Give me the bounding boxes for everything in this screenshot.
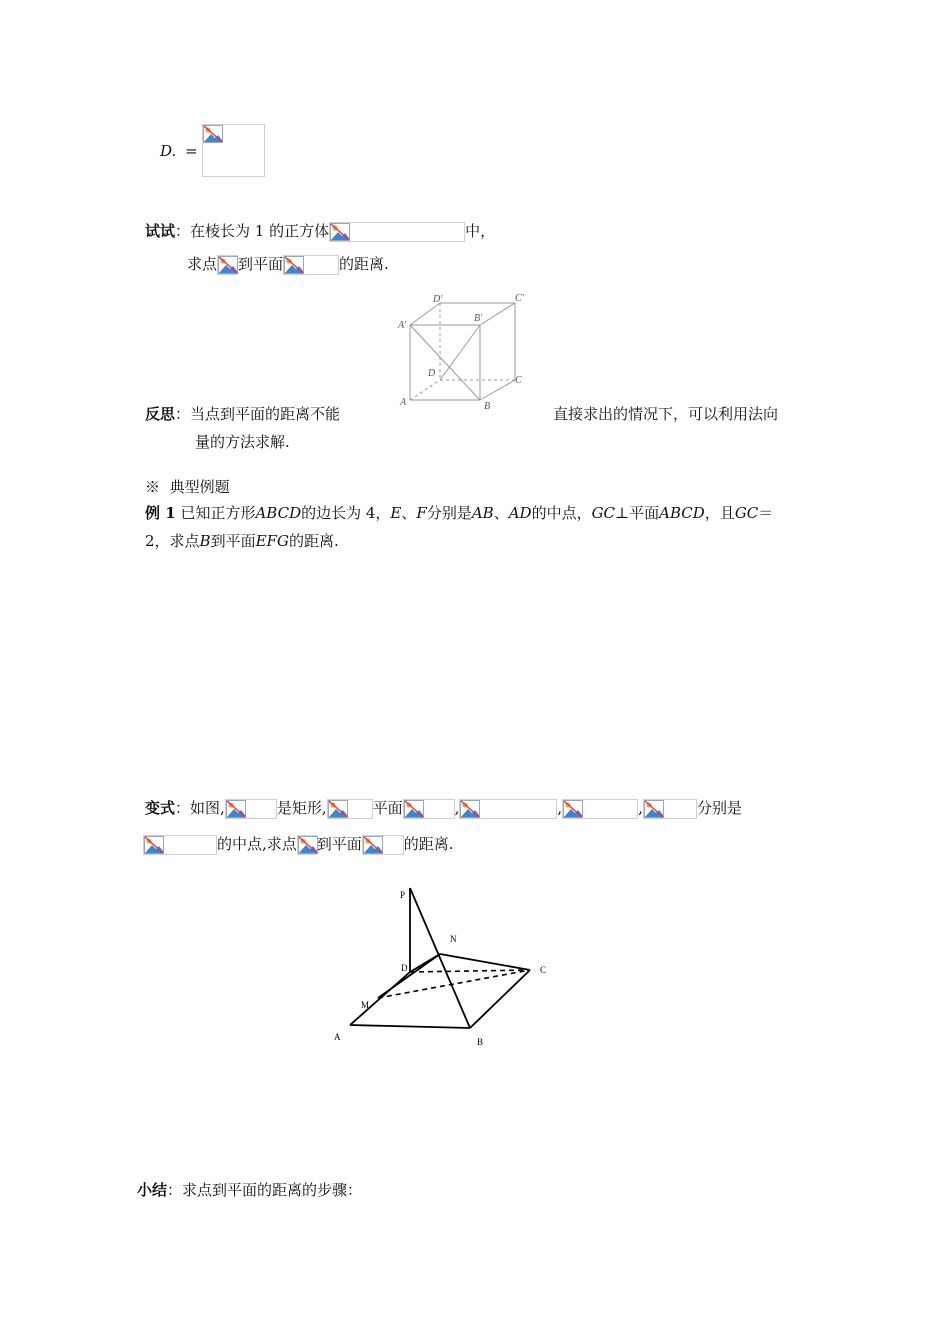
colon: ： [167, 1181, 183, 1199]
math: E [390, 504, 402, 522]
formula-image [403, 799, 455, 819]
broken-image-icon [298, 836, 318, 854]
math: GC [734, 504, 759, 522]
text: ，且 [704, 504, 735, 522]
trial-label: 试试 [145, 222, 176, 240]
trial-text: 中， [465, 222, 496, 240]
text: 分别是 [696, 799, 742, 817]
example-label: 例 1 [145, 504, 176, 522]
reflection-line-1b [553, 403, 778, 425]
text: 的中点,求点 [217, 835, 297, 853]
formula-image [562, 799, 638, 819]
formula-image [143, 835, 217, 855]
broken-image-icon [144, 836, 164, 854]
text: , [557, 799, 563, 817]
pyramid-label: P [400, 890, 406, 900]
colon: ： [175, 222, 191, 240]
text: 平面 [372, 799, 403, 817]
cube-label: D [428, 368, 436, 379]
formula-image [283, 255, 339, 275]
text: 到平面 [210, 532, 256, 550]
text: 到平面 [316, 835, 362, 853]
formula-image [327, 799, 373, 819]
broken-image-icon [218, 256, 238, 274]
math: B [199, 532, 211, 550]
math: ABCD [659, 504, 705, 522]
cube-figure [396, 288, 536, 413]
reflection-text: 量的方法求解. [195, 433, 290, 451]
trial-text: 求点 [187, 255, 218, 273]
broken-image-icon [284, 256, 304, 274]
trial-line-1 [145, 220, 495, 242]
text: 的边长为 4， [301, 504, 391, 522]
math: AD [508, 504, 532, 522]
text: 的距离. [288, 532, 339, 550]
text: 、 [401, 504, 417, 522]
broken-image-icon [460, 800, 480, 818]
formula-image [225, 799, 277, 819]
trial-text: 的距离. [339, 255, 389, 273]
colon: ： [175, 799, 191, 817]
cube-label: B [484, 401, 491, 412]
section-heading [145, 476, 230, 498]
reflection-text: 当点到平面的距离不能 [190, 405, 341, 423]
math: ABCD [255, 504, 302, 522]
formula-image [202, 124, 265, 177]
cube-label: C' [515, 293, 524, 304]
broken-image-icon [330, 223, 350, 241]
formula-image [643, 799, 697, 819]
trial-text: 到平面 [238, 255, 284, 273]
formula-image [329, 222, 465, 242]
example1-line-1 [145, 502, 773, 524]
colon: ： [175, 405, 191, 423]
pyramid-label: A [334, 1032, 341, 1042]
cube-label: A' [398, 320, 407, 331]
text: 分别是 [426, 504, 472, 522]
text: 如图, [190, 799, 225, 817]
formula-image [362, 835, 404, 855]
cube-label: B' [474, 313, 483, 324]
broken-image-icon [563, 800, 583, 818]
text: 是矩形, [276, 799, 327, 817]
trial-line-2 [187, 253, 389, 275]
broken-image-icon [644, 800, 664, 818]
text: ＝ [758, 504, 774, 522]
broken-image-icon [404, 800, 424, 818]
math: EFG [255, 532, 289, 550]
pyramid-label: M [361, 1000, 370, 1010]
broken-image-icon [363, 836, 383, 854]
variant-line-2 [143, 833, 454, 855]
reflection-line-1 [145, 403, 340, 425]
reflection-label: 反思 [145, 405, 176, 423]
formula-image [217, 255, 238, 275]
example1-line-2 [145, 530, 339, 552]
cube-label: C [515, 375, 522, 386]
pyramid-label: N [450, 934, 457, 944]
cube-label: D' [433, 294, 443, 305]
math: AB [471, 504, 494, 522]
cube-label: A [400, 397, 407, 408]
summary-text: 求点到平面的距离的步骤： [182, 1181, 363, 1199]
variant-line-1 [145, 797, 742, 819]
text: 、 [493, 504, 509, 522]
text: , [638, 799, 643, 817]
pyramid-label: B [477, 1037, 484, 1047]
variant-label: 变式 [145, 799, 176, 817]
math: GC [591, 504, 616, 522]
text: , [454, 799, 460, 817]
summary-line [137, 1179, 362, 1201]
formula-image [459, 799, 557, 819]
pyramid-label: C [540, 965, 547, 975]
text: 的中点， [531, 504, 592, 522]
summary-label: 小结 [137, 1181, 168, 1199]
section-title: 典型例题 [169, 478, 230, 496]
reflection-line-2 [195, 431, 290, 453]
text: 2，求点 [145, 532, 200, 550]
broken-image-icon [328, 800, 348, 818]
trial-text: 在棱长为 1 的正方体 [190, 222, 330, 240]
text: 已知正方形 [180, 504, 256, 522]
option-d-label: D. [160, 142, 177, 160]
broken-image-icon [226, 800, 246, 818]
reflection-text: 直接求出的情况下，可以利用法向 [553, 405, 779, 423]
pyramid-label: D [401, 963, 408, 973]
formula-image [297, 835, 317, 855]
text: ⊥平面 [615, 504, 660, 522]
reference-mark: ※ [145, 478, 161, 496]
text: 的距离. [403, 835, 454, 853]
math: F [416, 504, 427, 522]
equals-sign: = [185, 142, 198, 160]
pyramid-figure [330, 880, 560, 1050]
broken-image-icon [203, 125, 223, 143]
